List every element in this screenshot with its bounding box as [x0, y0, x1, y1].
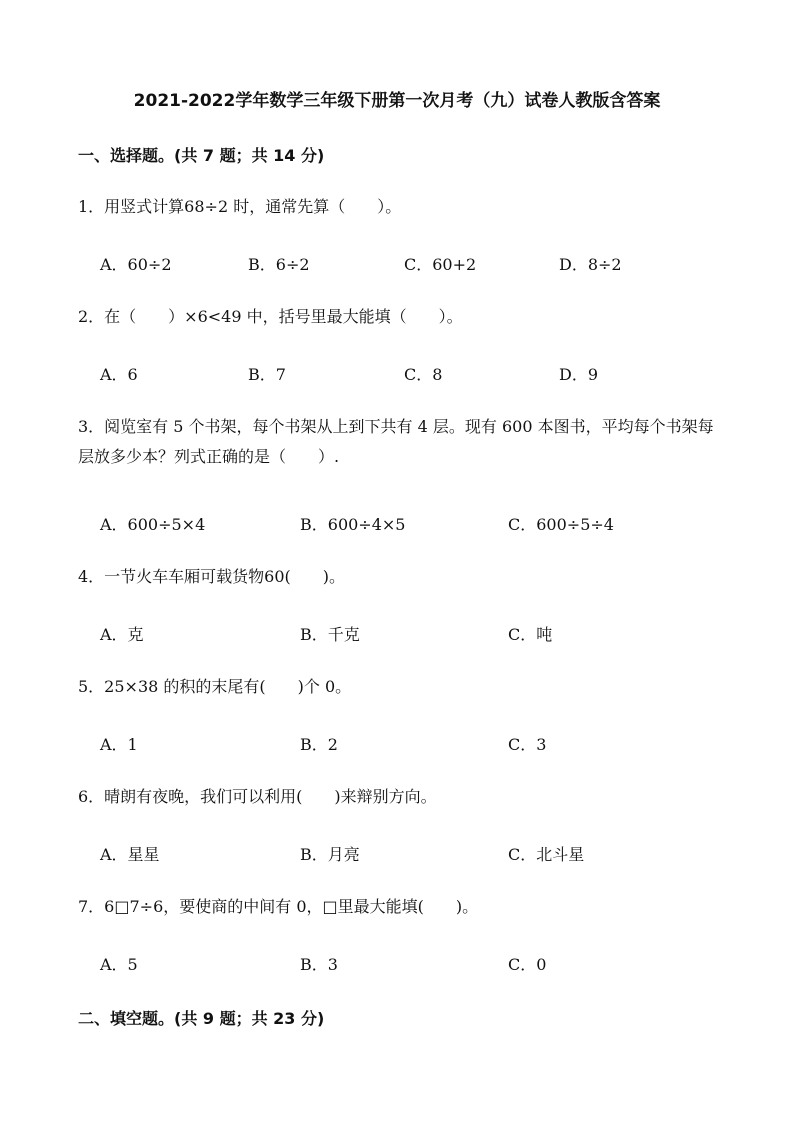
q7-option-b[interactable]: B．3: [300, 955, 338, 974]
question-3: 3．阅览室有 5 个书架，每个书架从上到下共有 4 层。现有 600 本图书，平均每个书架每层放多少本？列式正确的是（ ）.: [78, 417, 714, 466]
q2-option-b[interactable]: B．7: [248, 365, 286, 384]
question-6: 6．晴朗有夜晚，我们可以利用( )来辩别方向。: [78, 787, 437, 806]
question-5: 5．25×38 的积的末尾有( )个 0。: [78, 677, 352, 696]
q6-option-c[interactable]: C．北斗星: [508, 845, 585, 864]
section-heading-fill: 二、填空题。(共 9 题；共 23 分): [78, 1009, 325, 1028]
q6-option-b[interactable]: B．月亮: [300, 845, 360, 864]
q2-option-c[interactable]: C．8: [404, 365, 443, 384]
q5-option-b[interactable]: B．2: [300, 735, 338, 754]
q2-option-a[interactable]: A．6: [100, 365, 138, 384]
question-4: 4．一节火车车厢可载货物60( )。: [78, 567, 346, 586]
q3-option-b[interactable]: B．600÷4×5: [300, 515, 406, 534]
q1-option-b[interactable]: B．6÷2: [248, 255, 310, 274]
section-heading-choice: 一、选择题。(共 7 题；共 14 分): [78, 146, 325, 165]
q5-option-c[interactable]: C．3: [508, 735, 547, 754]
question-2: 2．在（ ）×6<49 中，括号里最大能填（ ）。: [78, 307, 463, 326]
q4-option-a[interactable]: A．克: [100, 625, 144, 644]
q7-option-a[interactable]: A．5: [100, 955, 138, 974]
q6-option-a[interactable]: A．星星: [100, 845, 160, 864]
question-1: 1．用竖式计算68÷2 时，通常先算（ ）。: [78, 197, 402, 216]
q3-option-c[interactable]: C．600÷5÷4: [508, 515, 614, 534]
q4-option-b[interactable]: B．千克: [300, 625, 360, 644]
q1-option-a[interactable]: A．60÷2: [100, 255, 172, 274]
q2-option-d[interactable]: D．9: [559, 365, 599, 384]
q3-option-a[interactable]: A．600÷5×4: [100, 515, 206, 534]
q1-option-d[interactable]: D．8÷2: [559, 255, 622, 274]
page-title: 2021-2022学年数学三年级下册第一次月考（九）试卷人教版含答案: [133, 91, 661, 111]
q1-option-c[interactable]: C．60+2: [404, 255, 477, 274]
q5-option-a[interactable]: A．1: [100, 735, 138, 754]
q7-option-c[interactable]: C．0: [508, 955, 547, 974]
q4-option-c[interactable]: C．吨: [508, 625, 553, 644]
question-7: 7．6□7÷6，要使商的中间有 0，□里最大能填( )。: [78, 897, 479, 916]
